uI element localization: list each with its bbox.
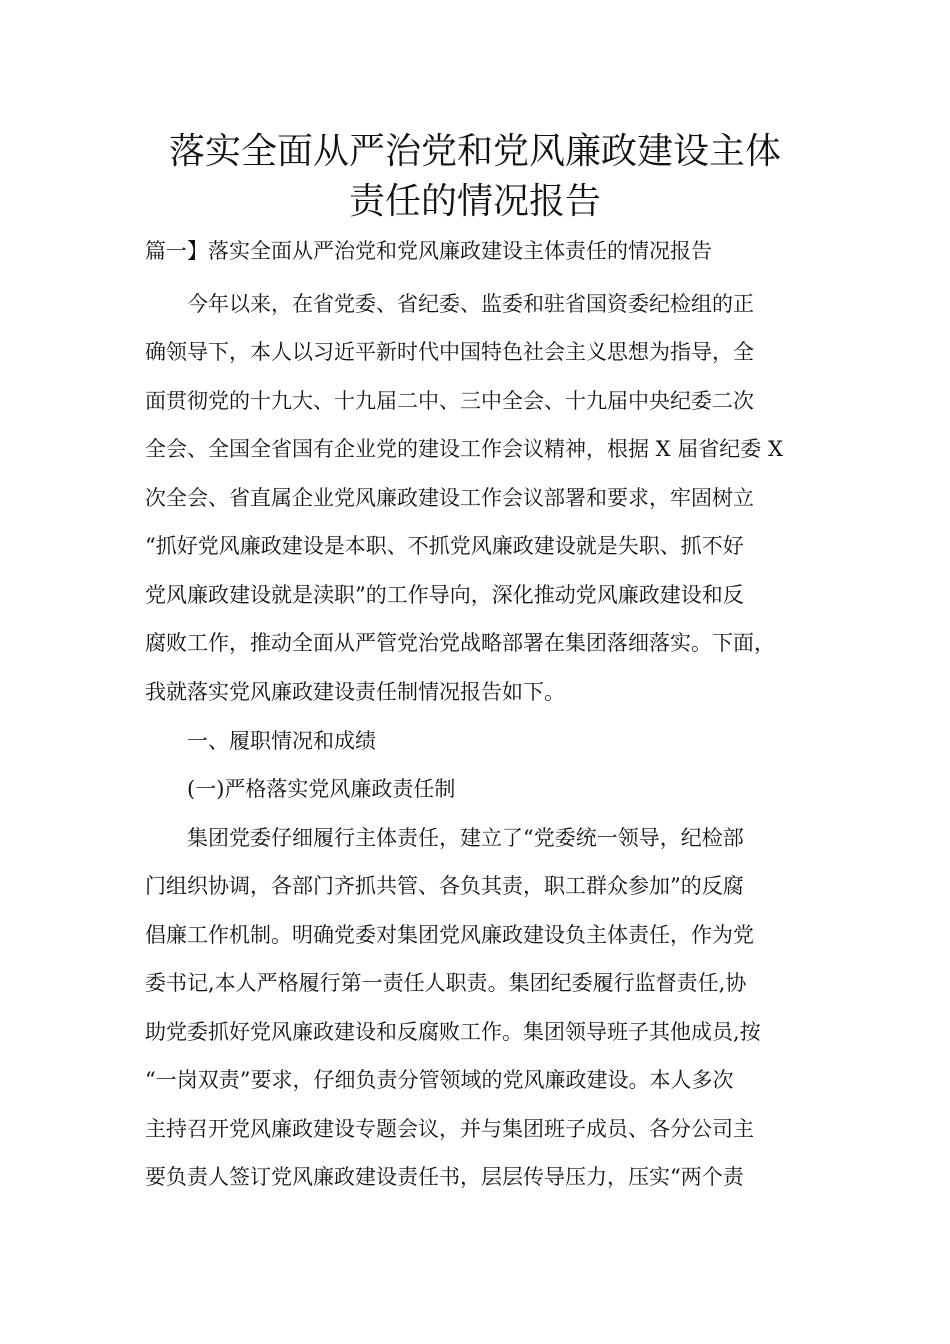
paragraph-line: 集团党委仔细履行主体责任，建立了“党委统一领导，纪检部 bbox=[145, 826, 744, 850]
paragraph-line: 门组织协调，各部门齐抓共管、各负其责，职工群众参加”的反腐 bbox=[145, 874, 744, 898]
paragraph-line: 次全会、省直属企业党风廉政建设工作会议部署和要求，牢固树立 bbox=[145, 486, 754, 510]
paragraph-line: “抓好党风廉政建设是本职、不抓党风廉政建设就是失职、抓不好 bbox=[145, 534, 744, 558]
paragraph-line: 确领导下，本人以习近平新时代中国特色社会主义思想为指导，全 bbox=[145, 340, 754, 364]
paragraph-line: 全会、全国全省国有企业党的建设工作会议精神，根据 X 届省纪委 X bbox=[145, 437, 783, 461]
section-heading: 一、履职情况和成绩 bbox=[145, 729, 376, 753]
paragraph-line: 委书记,本人严格履行第一责任人职责。集团纪委履行监督责任,协 bbox=[145, 971, 747, 995]
paragraph-line: “一岗双责”要求，仔细负责分管领域的党风廉政建设。本人多次 bbox=[145, 1068, 734, 1092]
paragraph-line: 助党委抓好党风廉政建设和反腐败工作。集团领导班子其他成员,按 bbox=[145, 1020, 761, 1044]
paragraph-line: 要负责人签订党风廉政建设责任书，层层传导压力，压实“两个责 bbox=[145, 1165, 744, 1189]
paragraph-line: 倡廉工作机制。明确党委对集团党风廉政建设负主体责任，作为党 bbox=[145, 923, 754, 947]
paragraph-line: 我就落实党风廉政建设责任制情况报告如下。 bbox=[145, 680, 565, 704]
paragraph-line: 面贯彻党的十九大、十九届二中、三中全会、十九届中央纪委二次 bbox=[145, 389, 754, 413]
paragraph-line: 主持召开党风廉政建设专题会议，并与集团班子成员、各分公司主 bbox=[145, 1117, 754, 1141]
section-heading-part-one: 篇一】落实全面从严治党和党风廉政建设主体责任的情况报告 bbox=[145, 239, 712, 263]
paragraph-line: 腐败工作，推动全面从严管党治党战略部署在集团落细落实。下面， bbox=[145, 631, 775, 655]
paragraph-line: 今年以来，在省党委、省纪委、监委和驻省国资委纪检组的正 bbox=[145, 292, 754, 316]
document-title-line-2: 责任的情况报告 bbox=[348, 181, 601, 222]
subsection-heading: (一)严格落实党风廉政责任制 bbox=[145, 777, 456, 801]
paragraph-line: 党风廉政建设就是渎职”的工作导向，深化推动党风廉政建设和反 bbox=[145, 583, 744, 607]
document-title-line-1: 落实全面从严治党和党风廉政建设主体 bbox=[168, 131, 781, 172]
